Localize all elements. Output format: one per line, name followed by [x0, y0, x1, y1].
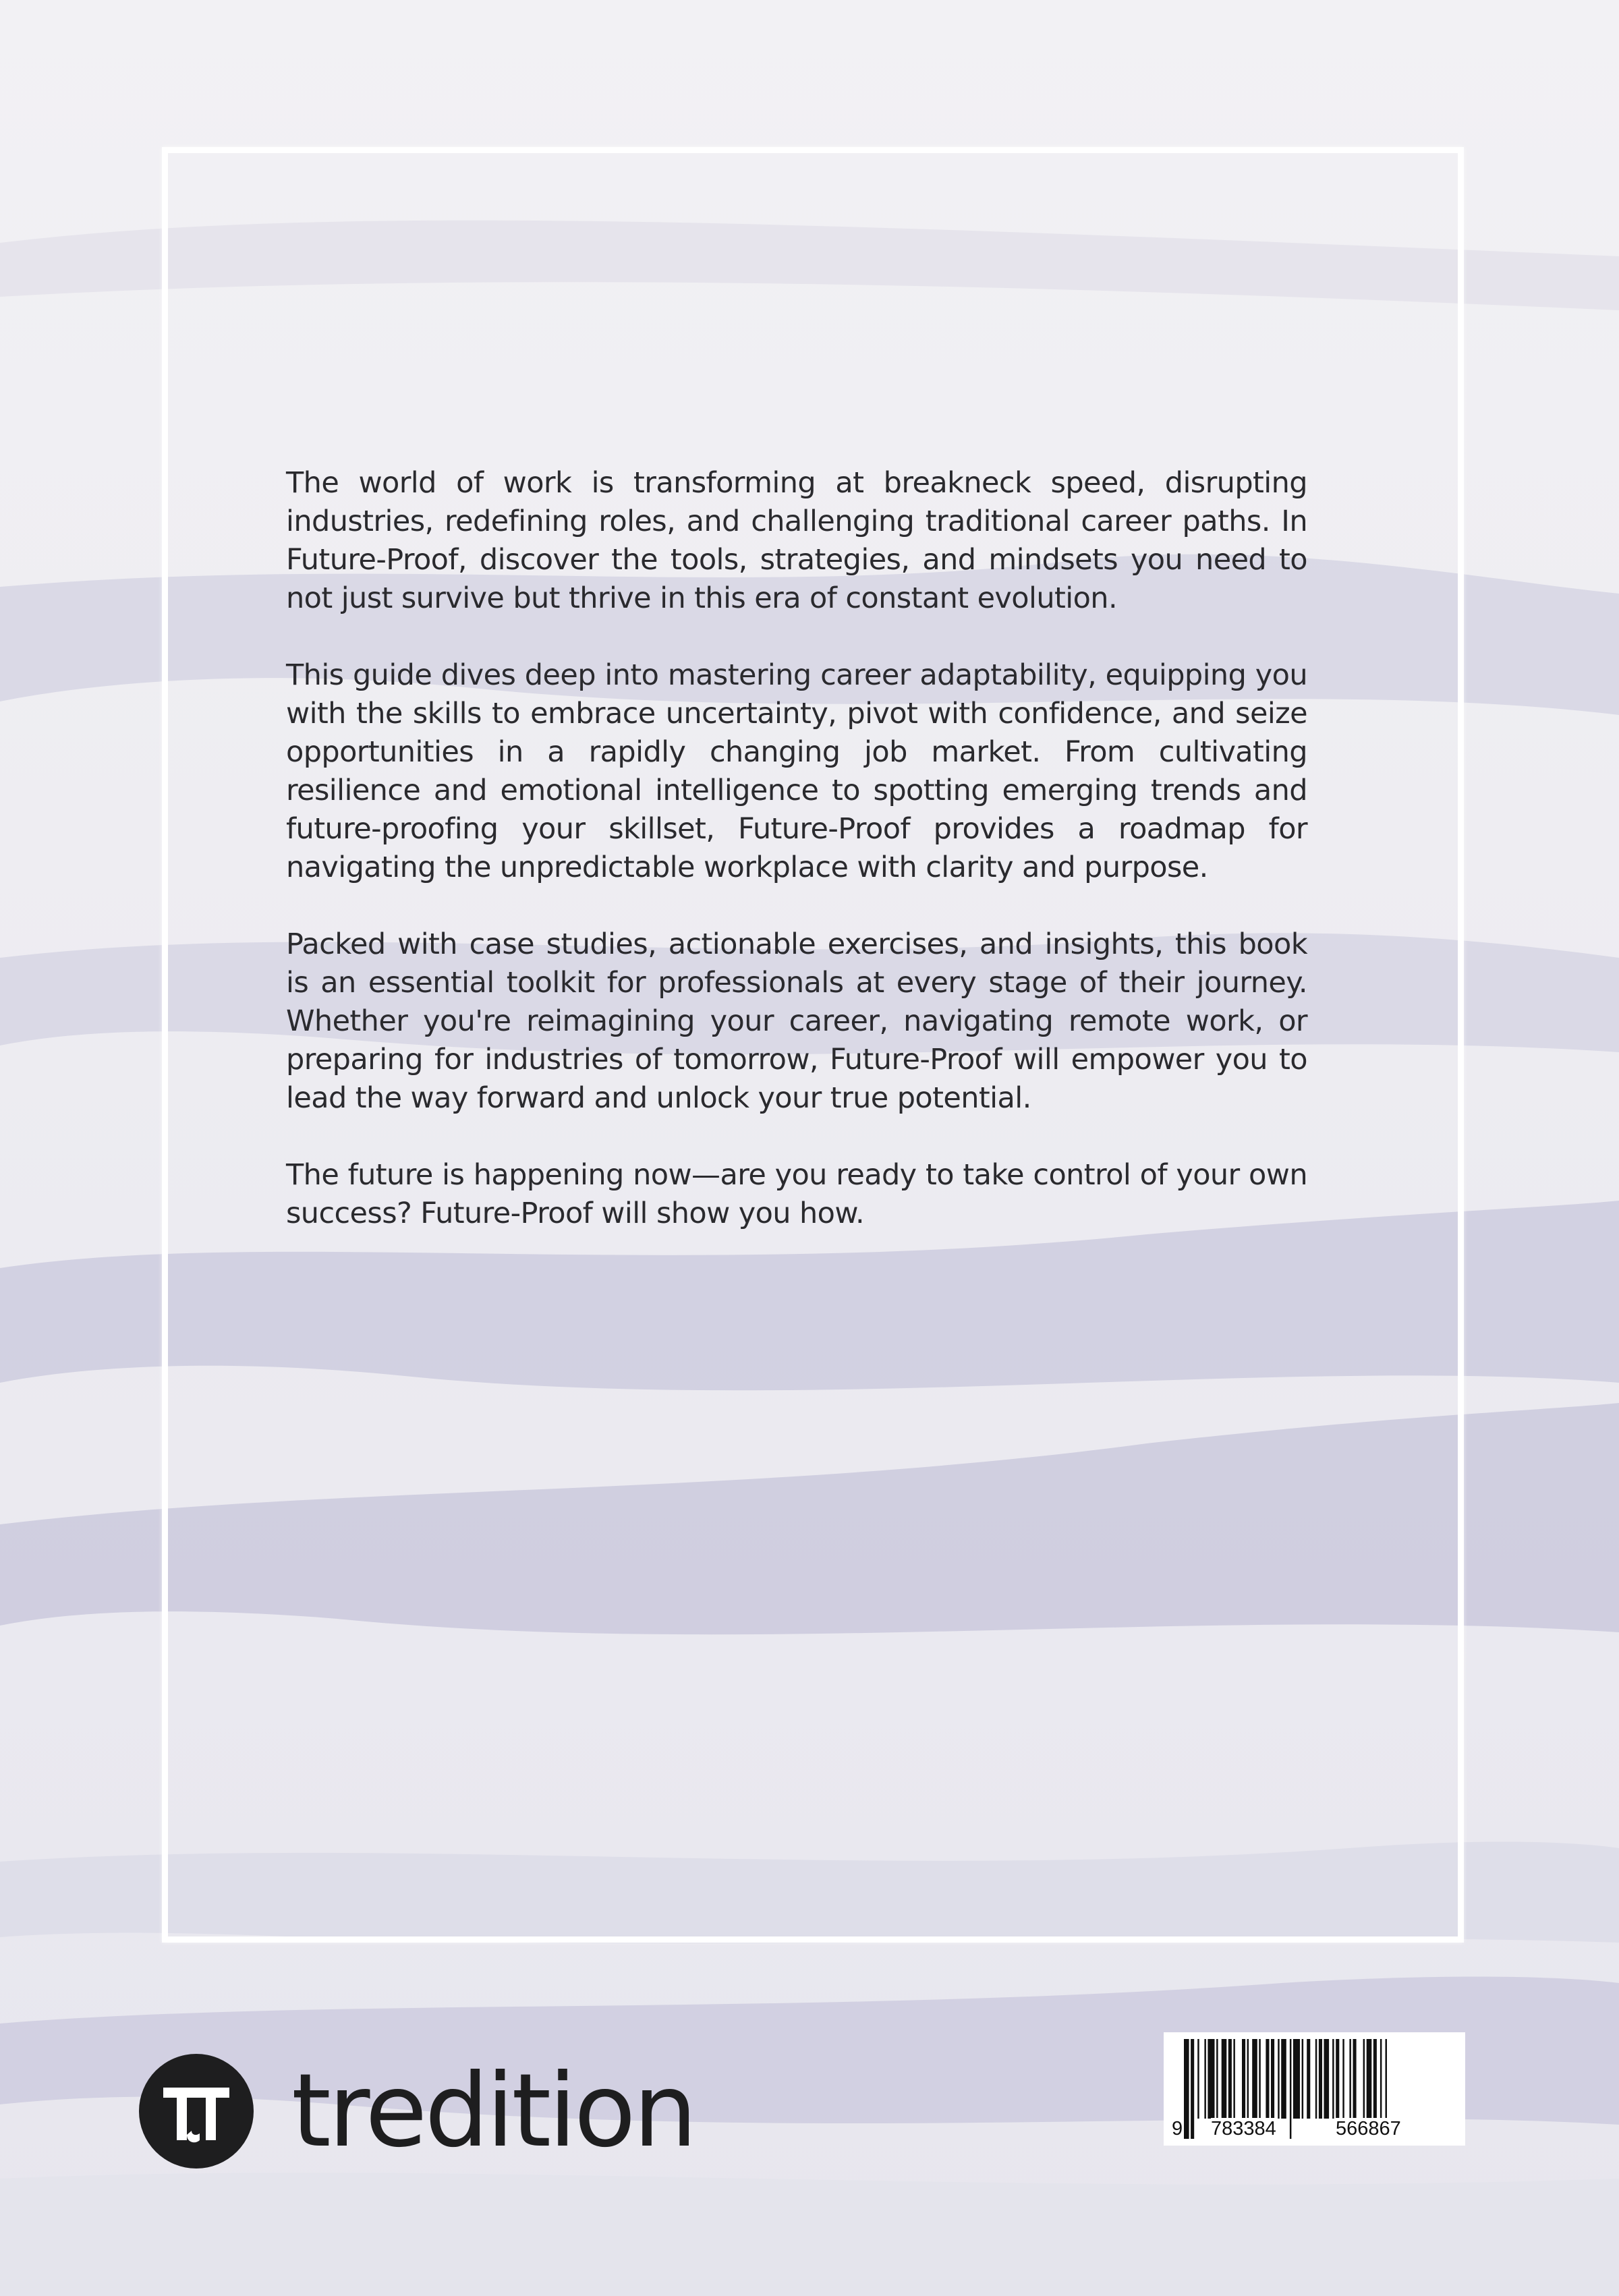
barcode-bar	[1278, 2039, 1280, 2119]
blurb-paragraph-3: Packed with case studies, actionable exercises, and insights, this book is an essential toolkit for professionals at every stage of their journey. Whether you're reimagining your career, navigating remote work, or preparing for industries of tomorrow, Future-Proof will empower you to lead the way forward and unlock your true potential.	[286, 927, 1307, 1115]
barcode-bar	[1290, 2039, 1292, 2139]
barcode-bar	[1336, 2039, 1339, 2119]
barcode-bar	[1367, 2039, 1372, 2119]
barcode-bar	[1353, 2039, 1357, 2119]
barcode-bar	[1266, 2039, 1269, 2119]
isbn-barcode	[1164, 2032, 1465, 2146]
barcode-first-digit: 9	[1172, 2118, 1183, 2140]
barcode-bar	[1216, 2039, 1218, 2119]
barcode-bar	[1233, 2039, 1235, 2119]
barcode-bar	[1204, 2039, 1206, 2119]
blurb-paragraph-1: The world of work is transforming at breakneck speed, disrupting industries, redefining roles, and challenging traditional career paths. In Future-Proof, discover the tools, strategies, and mindsets you need to not just survive but thrive in this era of constant evolution.	[286, 466, 1307, 615]
barcode-bar	[1252, 2039, 1257, 2119]
barcode-bar	[1242, 2039, 1245, 2119]
barcode-bar	[1184, 2039, 1189, 2139]
publisher-name: tredition	[291, 2053, 695, 2170]
barcode-bar	[1373, 2039, 1377, 2119]
barcode-bar	[1315, 2039, 1317, 2119]
barcode-bar	[1342, 2039, 1344, 2119]
barcode-bar	[1228, 2039, 1232, 2119]
barcode-bar	[1191, 2039, 1194, 2139]
barcode-bar	[1271, 2039, 1274, 2119]
blurb-paragraph-2: This guide dives deep into mastering career adaptability, equipping you with the skills to embrace uncertainty, pivot with confidence, and seize opportunities in a rapidly changing job market. From cultivating resilience and emotional intelligence to spotting emerging trends and future-proofing your skillset, Future-Proof provides a roadmap for navigating the unpredictable workplace with clarity and purpose.	[286, 658, 1307, 884]
barcode-bar	[1307, 2039, 1310, 2119]
barcode-bar	[1281, 2039, 1286, 2119]
barcode-right-group: 566867	[1336, 2118, 1401, 2140]
barcode-bar	[1197, 2039, 1199, 2119]
barcode-bar	[1222, 2039, 1227, 2119]
barcode-bar	[1259, 2039, 1261, 2119]
barcode-bar	[1293, 2039, 1300, 2119]
back-cover-blurb	[286, 464, 1307, 1271]
barcode-bar	[1324, 2039, 1330, 2119]
barcode-bar	[1302, 2039, 1304, 2119]
barcode-bar	[1363, 2039, 1365, 2119]
barcode-bar	[1380, 2039, 1382, 2119]
blurb-paragraph-4: The future is happening now—are you ready to take control of your own success? Future-Proof will show you how.	[286, 1158, 1307, 1230]
publisher-logo	[139, 2050, 695, 2172]
barcode-bar	[1208, 2039, 1214, 2119]
barcode-bar	[1319, 2039, 1322, 2119]
barcode-left-group: 783384	[1211, 2118, 1276, 2140]
tredition-logo-icon	[139, 2054, 254, 2169]
barcode-bar	[1349, 2039, 1351, 2119]
barcode-bar	[1247, 2039, 1249, 2119]
barcode-bar	[1332, 2039, 1334, 2119]
